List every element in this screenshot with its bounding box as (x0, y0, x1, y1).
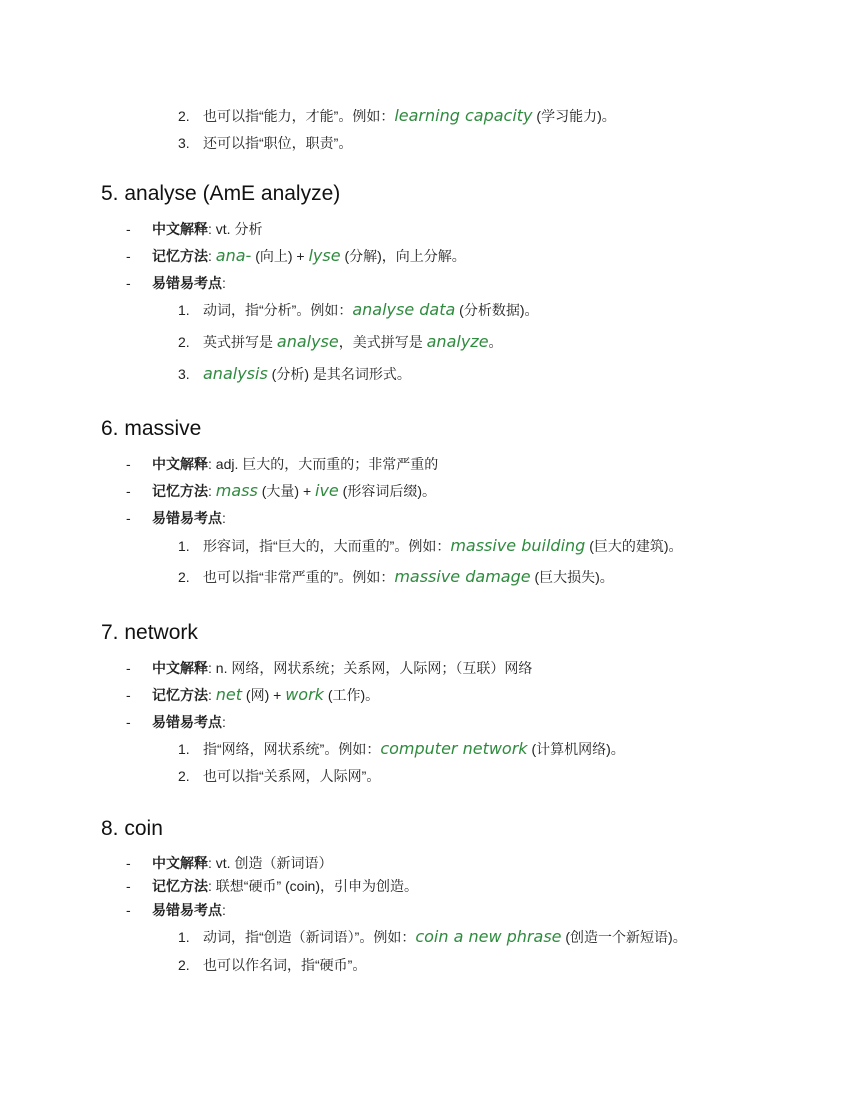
memory-text: (网) + (242, 687, 286, 703)
meaning-text: : vt. 分析 (208, 221, 263, 237)
example-highlight: massive damage (394, 567, 531, 586)
points-bullet (126, 508, 226, 528)
item-number: 2. (178, 108, 190, 124)
item-number: 2. (178, 957, 190, 973)
item-text-tail: (巨大的建筑)。 (585, 538, 683, 554)
list-item (178, 133, 352, 153)
points-bullet (126, 712, 226, 732)
memory-label: 记忆方法 (152, 248, 208, 264)
item-text-tail: (创造一个新短语)。 (561, 929, 687, 945)
memory-label: 记忆方法 (152, 483, 208, 499)
points-bullet (126, 273, 226, 293)
list-item (178, 739, 625, 759)
word-heading: 6. massive (101, 417, 202, 440)
item-text: 也可以指“能力，才能”。例如： (203, 108, 395, 124)
meaning-text: : n. 网络，网状系统；关系网，人际网；（互联）网络 (208, 660, 533, 676)
meaning-label: 中文解释 (152, 855, 208, 871)
item-number: 2. (178, 569, 190, 585)
bullet-dash: - (126, 510, 131, 526)
meaning-bullet (126, 454, 438, 474)
list-item (178, 766, 380, 786)
example-highlight: analyse (276, 332, 339, 351)
item-text: 也可以指“非常严重的”。例如： (203, 569, 395, 585)
example-highlight: analysis (203, 364, 268, 383)
points-label: 易错易考点 (152, 510, 222, 526)
list-item (178, 567, 614, 587)
example-highlight: analyse data (352, 300, 456, 319)
meaning-text: : vt. 创造（新词语） (208, 855, 333, 871)
meaning-label: 中文解释 (152, 221, 208, 237)
memory-text: : 联想“硬币” (coin)，引申为创造。 (208, 878, 418, 894)
memory-text: : (208, 248, 216, 264)
item-number: 1. (178, 302, 190, 318)
memory-highlight: lyse (308, 246, 341, 265)
list-item (178, 536, 683, 556)
item-text: 指“网络，网状系统”。例如： (203, 741, 381, 757)
meaning-text: : adj. 巨大的，大而重的；非常严重的 (208, 456, 439, 472)
meaning-bullet (126, 658, 532, 678)
list-item (178, 332, 503, 352)
memory-highlight: mass (215, 481, 258, 500)
memory-bullet (126, 246, 466, 266)
item-text-tail: (计算机网络)。 (527, 741, 625, 757)
list-item (178, 927, 687, 947)
item-number: 2. (178, 768, 190, 784)
memory-text: (工作)。 (323, 687, 380, 703)
bullet-dash: - (126, 902, 131, 918)
item-text-mid: ，美式拼写是 (338, 334, 427, 350)
example-highlight: computer network (380, 739, 528, 758)
list-item (178, 364, 411, 384)
bullet-dash: - (126, 248, 131, 264)
meaning-label: 中文解释 (152, 660, 208, 676)
memory-label: 记忆方法 (152, 878, 208, 894)
item-text-tail: (分析数据)。 (455, 302, 539, 318)
item-text: 还可以指“职位，职责”。 (203, 135, 353, 151)
bullet-dash: - (126, 878, 131, 894)
item-text-tail: 。 (488, 334, 503, 350)
item-number: 1. (178, 929, 190, 945)
example-highlight: analyze (426, 332, 489, 351)
memory-bullet (126, 685, 379, 705)
word-heading: 8. coin (101, 817, 163, 840)
example-highlight: massive building (450, 536, 586, 555)
points-label: 易错易考点 (152, 902, 222, 918)
points-colon: : (222, 902, 226, 918)
memory-text: : (208, 483, 216, 499)
memory-bullet (126, 481, 436, 501)
memory-text: (大量) + (257, 483, 316, 499)
item-text-tail: (分析) 是其名词形式。 (267, 366, 411, 382)
item-number: 1. (178, 538, 190, 554)
meaning-label: 中文解释 (152, 456, 208, 472)
memory-highlight: work (285, 685, 324, 704)
bullet-dash: - (126, 660, 131, 676)
memory-bullet (126, 876, 418, 896)
points-label: 易错易考点 (152, 714, 222, 730)
points-bullet (126, 900, 226, 920)
bullet-dash: - (126, 855, 131, 871)
item-text-tail: (巨大损失)。 (530, 569, 614, 585)
bullet-dash: - (126, 687, 131, 703)
word-heading: 5. analyse (AmE analyze) (101, 182, 341, 205)
list-item (178, 106, 616, 126)
item-text: 动词，指“分析”。例如： (203, 302, 353, 318)
item-text: 动词，指“创造（新词语）”。例如： (203, 929, 416, 945)
list-item (178, 300, 539, 320)
memory-text: (分解)，向上分解。 (340, 248, 466, 264)
memory-text: : (208, 687, 216, 703)
points-colon: : (222, 510, 226, 526)
item-number: 3. (178, 135, 190, 151)
word-heading: 7. network (101, 621, 198, 644)
item-text: 也可以指“关系网，人际网”。 (203, 768, 381, 784)
item-text: 英式拼写是 (203, 334, 277, 350)
points-label: 易错易考点 (152, 275, 222, 291)
bullet-dash: - (126, 221, 131, 237)
item-number: 1. (178, 741, 190, 757)
item-text-tail: (学习能力)。 (532, 108, 616, 124)
memory-highlight: ana- (215, 246, 252, 265)
item-text: 也可以作名词，指“硬币”。 (203, 957, 367, 973)
item-text: 形容词，指“巨大的，大而重的”。例如： (203, 538, 451, 554)
bullet-dash: - (126, 275, 131, 291)
meaning-bullet (126, 853, 332, 873)
memory-text: (形容词后缀)。 (338, 483, 436, 499)
memory-highlight: ive (315, 481, 339, 500)
example-highlight: learning capacity (394, 106, 533, 125)
item-number: 3. (178, 366, 190, 382)
memory-label: 记忆方法 (152, 687, 208, 703)
memory-text: (向上) + (251, 248, 309, 264)
example-highlight: coin a new phrase (415, 927, 562, 946)
points-colon: : (222, 275, 226, 291)
list-item (178, 955, 366, 975)
points-colon: : (222, 714, 226, 730)
memory-highlight: net (215, 685, 243, 704)
bullet-dash: - (126, 714, 131, 730)
bullet-dash: - (126, 483, 131, 499)
bullet-dash: - (126, 456, 131, 472)
item-number: 2. (178, 334, 190, 350)
meaning-bullet (126, 219, 262, 239)
